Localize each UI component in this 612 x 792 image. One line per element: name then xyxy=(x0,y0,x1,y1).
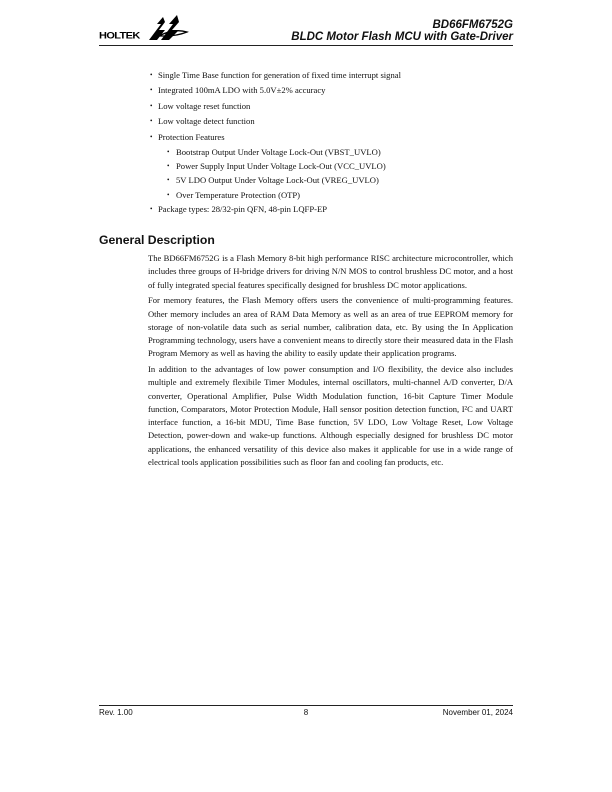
bullet-icon: • xyxy=(150,71,153,79)
bullet-icon: • xyxy=(150,86,153,95)
sub-feature-text: Power Supply Input Under Voltage Lock-Out (VCC_UVLO) xyxy=(176,161,386,172)
feature-text: Low voltage detect function xyxy=(158,116,255,127)
protection-sublist xyxy=(167,145,401,202)
svg-text:HOLTEK: HOLTEK xyxy=(99,31,140,42)
sub-feature-text: 5V LDO Output Under Voltage Lock-Out (VREG_UVLO) xyxy=(176,175,379,186)
bullet-icon: • xyxy=(167,176,170,185)
list-item xyxy=(150,83,401,98)
paragraph: In addition to the advantages of low power consumption and I/O flexibility, the device also includes multiple and extremely flexibile Timer Modules, internal oscillators, multi-channel A/D converter, D/A converter, Operational Amplifier, Pulse Width Modulation function, 16-bit Capture Timer Module function, Comparators, Motor Protection Module, Hall sensor position detection function, I²C and UART interface function, a 16-bit MDU, Time Base function, 5V LDO, Low Voltage Reset, Low Voltage Detection, power-down and wake-up functions. Although especially designed for brushless DC motor applications, the enhanced versatility of this device also makes it applicable for use in a wide range of electrical tools application possibilities such as floor fan and cooling fan products, etc. xyxy=(148,364,513,467)
document-subtitle: BLDC Motor Flash MCU with Gate-Driver xyxy=(291,31,513,43)
list-item xyxy=(150,68,401,83)
footer-divider xyxy=(99,705,513,706)
bullet-icon: • xyxy=(150,204,153,213)
sub-feature-text: Over Temperature Protection (OTP) xyxy=(176,189,301,200)
feature-text: Protection Features xyxy=(158,131,225,142)
bullet-icon: • xyxy=(150,132,153,141)
date: November 01, 2024 xyxy=(442,708,513,717)
page-number: 8 xyxy=(303,708,309,717)
bullet-icon: • xyxy=(167,148,170,157)
bullet-icon: • xyxy=(150,117,153,126)
header-divider xyxy=(99,45,513,46)
sub-list-item xyxy=(167,173,401,187)
paragraph: The BD66FM6752G is a Flash Memory 8-bit high performance RISC architecture microcontroller, which includes three groups of H-bridge drivers for driving N/N MOS to control brushless DC motor, and a host of fully integrated special features specifically designed for brushless DC motor applications. xyxy=(148,253,513,290)
part-number: BD66FM6752G xyxy=(432,19,513,31)
feature-text: Integrated 100mA LDO with 5.0V±2% accuracy xyxy=(158,85,326,96)
sub-list-item xyxy=(167,188,401,202)
feature-text: Package types: 28/32-pin QFN, 48-pin LQFP-EP xyxy=(158,203,328,214)
bullet-icon: • xyxy=(167,162,170,171)
feature-text: Low voltage reset function xyxy=(158,100,251,111)
sub-list-item xyxy=(167,159,401,173)
list-item xyxy=(150,114,401,129)
paragraph: For memory features, the Flash Memory offers users the convenience of multi-programming features. Other memory includes an area of RAM Data Memory as well as an area of true EEPROM memory for storage of non-volatile data such as serial number, calibration data, etc. By using the In Application Programming technology, users have a convenient means to directly store their measured data in the Flash Program Memory as well as having the ability to easily update their application programs. xyxy=(148,295,513,359)
feature-list xyxy=(150,68,401,217)
list-item xyxy=(150,130,401,202)
feature-text: Single Time Base function for generation of fixed time interrupt signal xyxy=(158,70,401,80)
sub-list-item xyxy=(167,145,401,159)
sub-feature-text: Bootstrap Output Under Voltage Lock-Out (VBST_UVLO) xyxy=(176,147,381,158)
section-heading: General Description xyxy=(99,233,215,247)
section-body xyxy=(148,252,513,472)
bullet-icon: • xyxy=(167,190,170,199)
holtek-logo xyxy=(99,14,189,44)
bullet-icon: • xyxy=(150,101,153,110)
revision: Rev. 1.00 xyxy=(99,708,133,717)
list-item xyxy=(150,202,401,217)
list-item xyxy=(150,99,401,114)
